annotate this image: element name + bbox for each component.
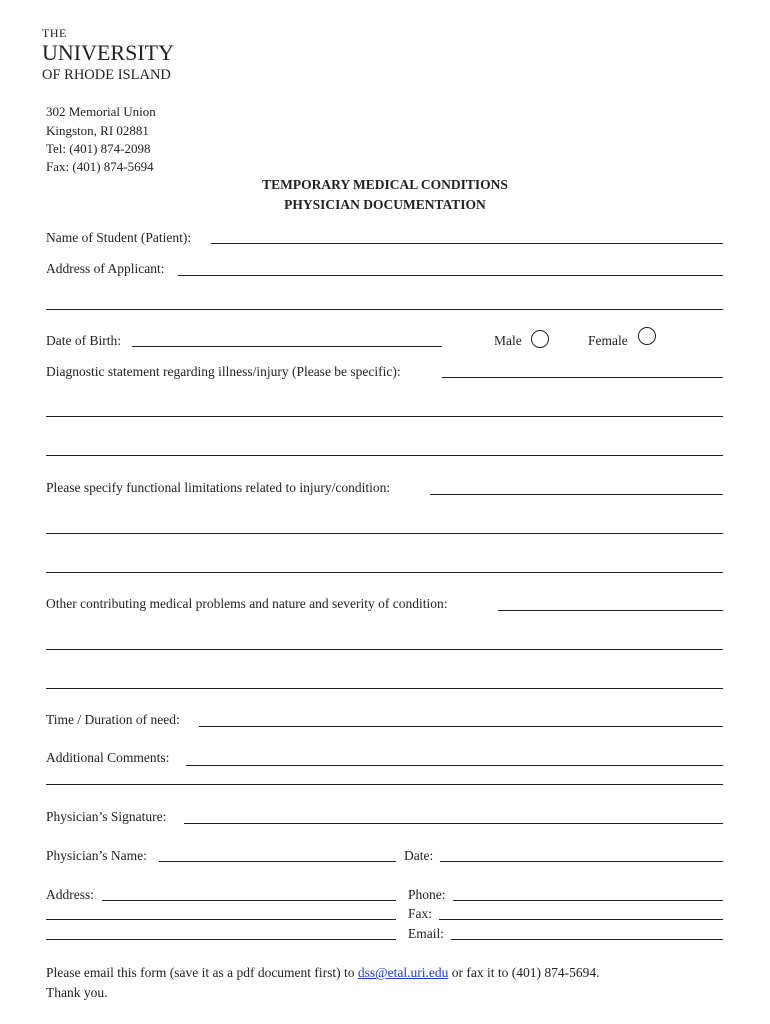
dob-label: Date of Birth: (46, 333, 121, 348)
other-problems-label: Other contributing medical problems and nature and severity of condition: (46, 596, 448, 611)
functional-label: Please specify functional limitations related to injury/condition: (46, 480, 391, 495)
male-radio[interactable] (531, 330, 549, 348)
logo-the: THE (42, 26, 67, 40)
email-link[interactable]: dss@etal.uri.edu (357, 965, 449, 980)
footer-note (46, 963, 599, 1003)
date-field[interactable] (440, 861, 723, 862)
fax-field[interactable] (439, 919, 723, 920)
duration-field[interactable] (199, 726, 723, 727)
logo-of-rhode-island: OF RHODE ISLAND (42, 67, 171, 83)
address-field[interactable] (102, 900, 396, 901)
applicant-address-field[interactable] (178, 275, 723, 276)
other-problems-field[interactable] (498, 610, 723, 611)
fax-label: Fax: (408, 906, 433, 921)
female-radio[interactable] (638, 327, 656, 345)
phone-field[interactable] (453, 900, 723, 901)
address-field-2[interactable] (46, 919, 396, 920)
date-label: Date: (404, 848, 434, 863)
footer-prefix: Please email this form (save it as a pdf document first) to (46, 965, 358, 980)
email-label: Email: (408, 926, 444, 941)
address-line: Kingston, RI 02881 (46, 123, 149, 138)
applicant-address-field-2[interactable] (46, 309, 723, 310)
other-problems-field-2[interactable] (46, 649, 723, 650)
applicant-address-label: Address of Applicant: (46, 261, 165, 276)
functional-field[interactable] (430, 494, 723, 495)
student-name-label: Name of Student (Patient): (46, 230, 192, 245)
functional-field-3[interactable] (46, 572, 723, 573)
form-title-line2: PHYSICIAN DOCUMENTATION (284, 197, 486, 212)
signature-label: Physician’s Signature: (46, 809, 167, 824)
comments-label: Additional Comments: (46, 750, 170, 765)
address-label: Address: (46, 887, 94, 902)
comments-field-2[interactable] (46, 784, 723, 785)
functional-field-2[interactable] (46, 533, 723, 534)
student-name-field[interactable] (211, 243, 723, 244)
physician-name-field[interactable] (159, 861, 396, 862)
phone-label: Phone: (408, 887, 446, 902)
diagnostic-field-3[interactable] (46, 455, 723, 456)
diagnostic-field-2[interactable] (46, 416, 723, 417)
diagnostic-field[interactable] (442, 377, 723, 378)
address-field-3[interactable] (46, 939, 396, 940)
signature-field[interactable] (184, 823, 723, 824)
fax-line: Fax: (401) 874-5694 (46, 159, 154, 174)
diagnostic-label: Diagnostic statement regarding illness/injury (Please be specific): (46, 364, 401, 379)
duration-label: Time / Duration of need: (46, 712, 180, 727)
dob-field[interactable] (132, 346, 442, 347)
female-label: Female (588, 333, 628, 348)
footer-suffix: or fax it to (401) 874-5694. (448, 965, 600, 980)
logo-university: UNIVERSITY (42, 40, 174, 65)
tel-line: Tel: (401) 874-2098 (46, 141, 151, 156)
address-line: 302 Memorial Union (46, 104, 156, 119)
other-problems-field-3[interactable] (46, 688, 723, 689)
thank-you: Thank you. (46, 985, 108, 1000)
comments-field[interactable] (186, 765, 723, 766)
form-title-line1: TEMPORARY MEDICAL CONDITIONS (262, 177, 508, 192)
male-label: Male (494, 333, 522, 348)
physician-name-label: Physician’s Name: (46, 848, 147, 863)
email-field[interactable] (451, 939, 723, 940)
